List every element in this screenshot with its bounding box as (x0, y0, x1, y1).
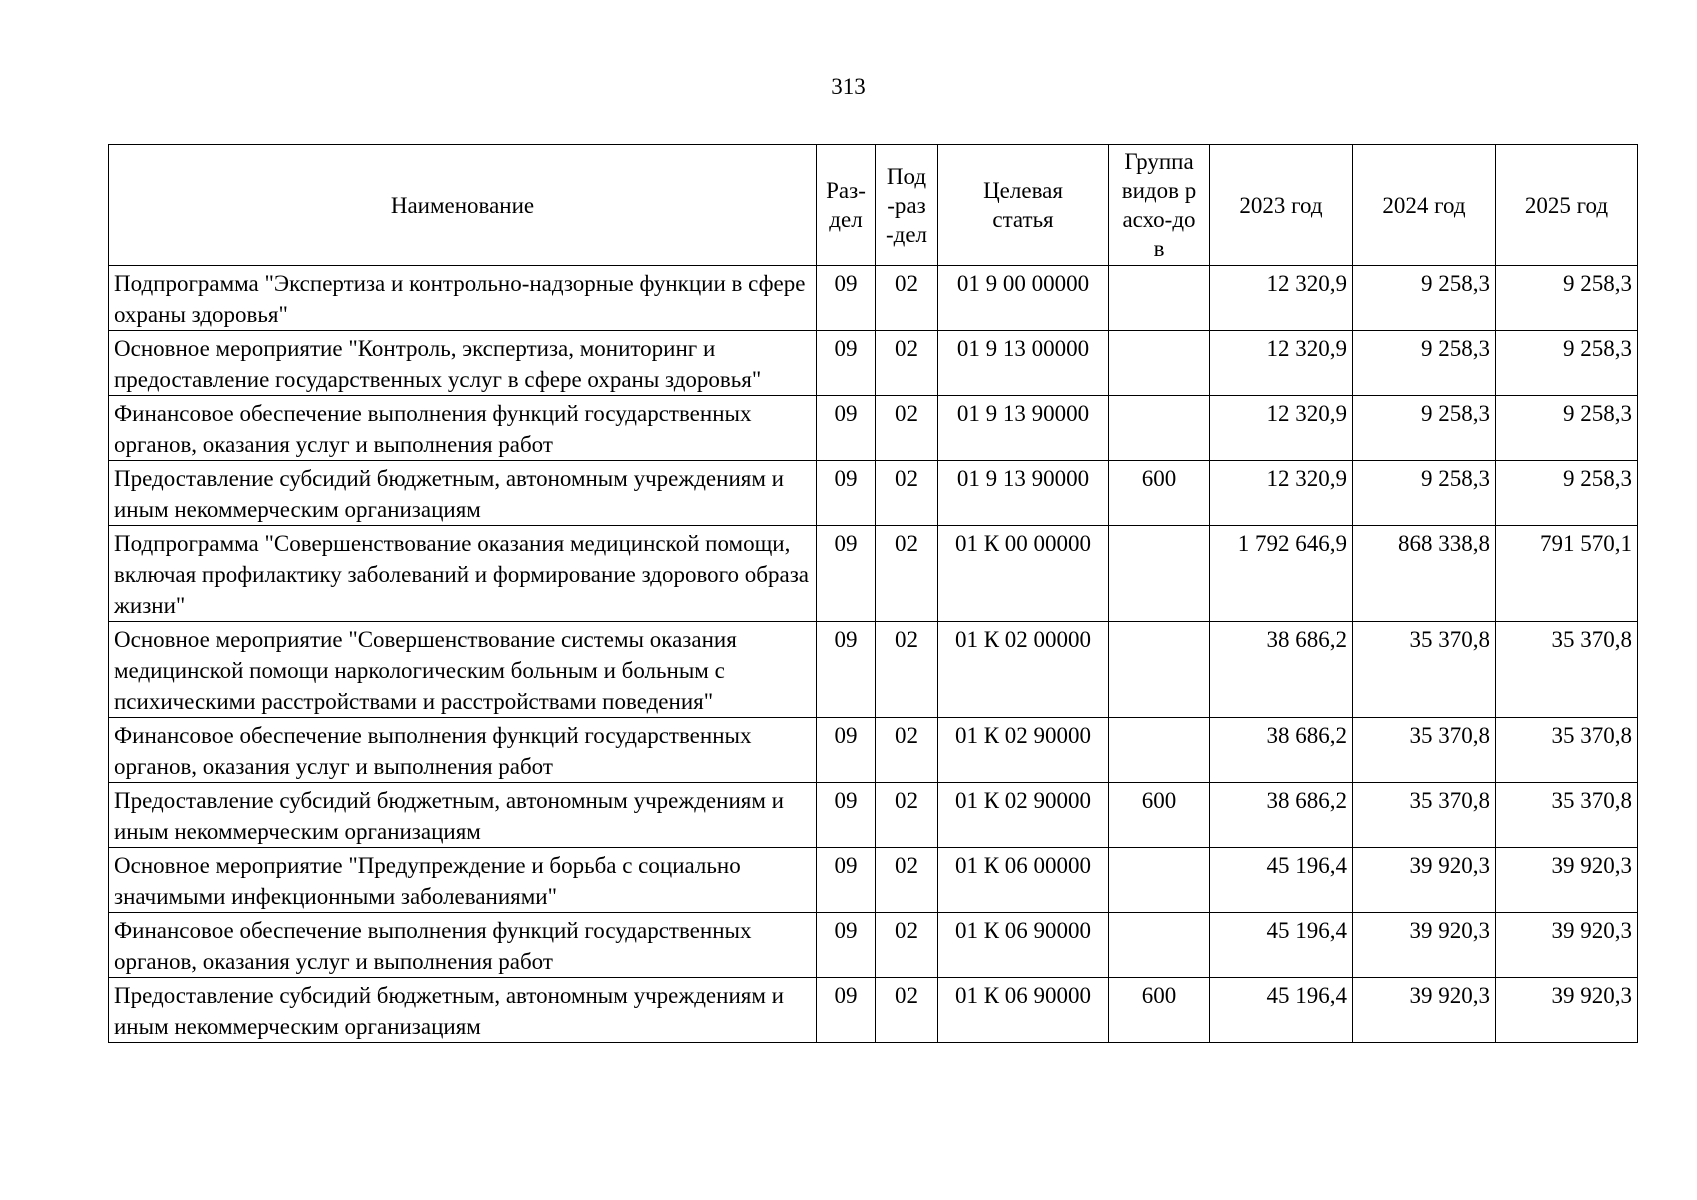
table-row (109, 913, 1638, 978)
row-2024: 35 370,8 (1353, 783, 1496, 848)
row-2024: 39 920,3 (1353, 848, 1496, 913)
row-2023: 1 792 646,9 (1210, 526, 1353, 622)
row-2023: 38 686,2 (1210, 622, 1353, 718)
row-name: Подпрограмма "Совершенствование оказания медицинской помощи, включая профилактику заболеваний и формирование здорового образа жизни" (109, 526, 817, 622)
row-2023: 45 196,4 (1210, 978, 1353, 1043)
row-2023: 12 320,9 (1210, 461, 1353, 526)
row-podrazdel: 02 (876, 783, 938, 848)
table-row (109, 978, 1638, 1043)
header-gruppa-text: Группа видов расхо-дов (1121, 149, 1197, 261)
row-razdel: 09 (817, 848, 876, 913)
row-podrazdel: 02 (876, 331, 938, 396)
row-razdel: 09 (817, 978, 876, 1043)
row-2023: 38 686,2 (1210, 718, 1353, 783)
table-row (109, 526, 1638, 622)
row-podrazdel: 02 (876, 848, 938, 913)
table-row (109, 396, 1638, 461)
row-2025: 9 258,3 (1496, 266, 1638, 331)
budget-table (108, 144, 1638, 1043)
table-row (109, 331, 1638, 396)
row-podrazdel: 02 (876, 978, 938, 1043)
row-2024: 868 338,8 (1353, 526, 1496, 622)
row-tselevaya: 01 К 06 90000 (938, 978, 1109, 1043)
row-name: Основное мероприятие "Предупреждение и борьба с социально значимыми инфекционными заболеваниями" (109, 848, 817, 913)
row-2025: 9 258,3 (1496, 461, 1638, 526)
row-razdel: 09 (817, 622, 876, 718)
header-razdel-text: Раз-дел (826, 178, 866, 232)
row-2025: 35 370,8 (1496, 622, 1638, 718)
row-name: Предоставление субсидий бюджетным, автономным учреждениям и иным некоммерческим организациям (109, 978, 817, 1043)
row-2023: 38 686,2 (1210, 783, 1353, 848)
row-podrazdel: 02 (876, 461, 938, 526)
row-2025: 9 258,3 (1496, 331, 1638, 396)
row-razdel: 09 (817, 718, 876, 783)
row-2023: 12 320,9 (1210, 331, 1353, 396)
row-name: Финансовое обеспечение выполнения функций государственных органов, оказания услуг и выполнения работ (109, 913, 817, 978)
row-2023: 45 196,4 (1210, 913, 1353, 978)
row-gruppa: 600 (1109, 978, 1210, 1043)
row-podrazdel: 02 (876, 622, 938, 718)
header-2024: 2024 год (1353, 145, 1496, 266)
row-2024: 9 258,3 (1353, 331, 1496, 396)
row-2024: 39 920,3 (1353, 913, 1496, 978)
header-name: Наименование (109, 145, 817, 266)
header-razdel (817, 145, 876, 266)
table-row (109, 266, 1638, 331)
row-name: Финансовое обеспечение выполнения функций государственных органов, оказания услуг и выполнения работ (109, 396, 817, 461)
row-name: Основное мероприятие "Совершенствование системы оказания медицинской помощи наркологическим больным и больным с психическими расстройствами и расстройствами поведения" (109, 622, 817, 718)
row-podrazdel: 02 (876, 526, 938, 622)
row-podrazdel: 02 (876, 718, 938, 783)
row-gruppa (1109, 848, 1210, 913)
row-2023: 12 320,9 (1210, 266, 1353, 331)
row-tselevaya: 01 9 13 90000 (938, 461, 1109, 526)
table-header (109, 145, 1638, 266)
row-razdel: 09 (817, 526, 876, 622)
row-2024: 35 370,8 (1353, 622, 1496, 718)
row-gruppa: 600 (1109, 461, 1210, 526)
row-gruppa (1109, 718, 1210, 783)
row-gruppa: 600 (1109, 783, 1210, 848)
row-razdel: 09 (817, 783, 876, 848)
row-2024: 9 258,3 (1353, 266, 1496, 331)
header-podrazdel-text: Под-раз-дел (885, 163, 928, 247)
row-2024: 39 920,3 (1353, 978, 1496, 1043)
row-tselevaya: 01 К 06 00000 (938, 848, 1109, 913)
row-name: Основное мероприятие "Контроль, экспертиза, мониторинг и предоставление государственных услуг в сфере охраны здоровья" (109, 331, 817, 396)
table-row (109, 622, 1638, 718)
table-row (109, 718, 1638, 783)
table-row (109, 848, 1638, 913)
row-podrazdel: 02 (876, 396, 938, 461)
header-podrazdel (876, 145, 938, 266)
header-tselevaya (938, 145, 1109, 266)
header-gruppa (1109, 145, 1210, 266)
row-podrazdel: 02 (876, 266, 938, 331)
row-gruppa (1109, 526, 1210, 622)
row-2024: 9 258,3 (1353, 396, 1496, 461)
row-2024: 9 258,3 (1353, 461, 1496, 526)
row-2025: 39 920,3 (1496, 913, 1638, 978)
row-2025: 35 370,8 (1496, 783, 1638, 848)
row-name: Предоставление субсидий бюджетным, автономным учреждениям и иным некоммерческим организациям (109, 783, 817, 848)
row-razdel: 09 (817, 461, 876, 526)
row-2025: 39 920,3 (1496, 848, 1638, 913)
row-gruppa (1109, 266, 1210, 331)
row-tselevaya: 01 К 06 90000 (938, 913, 1109, 978)
row-2023: 45 196,4 (1210, 848, 1353, 913)
header-tselevaya-text: Целевая статья (983, 178, 1063, 232)
row-2023: 12 320,9 (1210, 396, 1353, 461)
row-gruppa (1109, 396, 1210, 461)
row-razdel: 09 (817, 913, 876, 978)
row-tselevaya: 01 К 02 00000 (938, 622, 1109, 718)
table-row (109, 461, 1638, 526)
page-number: 313 (831, 74, 866, 99)
row-razdel: 09 (817, 396, 876, 461)
row-razdel: 09 (817, 331, 876, 396)
header-2025: 2025 год (1496, 145, 1638, 266)
table-row (109, 783, 1638, 848)
row-name: Предоставление субсидий бюджетным, автономным учреждениям и иным некоммерческим организациям (109, 461, 817, 526)
header-2023: 2023 год (1210, 145, 1353, 266)
row-2025: 9 258,3 (1496, 396, 1638, 461)
row-name: Подпрограмма "Экспертиза и контрольно-надзорные функции в сфере охраны здоровья" (109, 266, 817, 331)
row-tselevaya: 01 К 02 90000 (938, 718, 1109, 783)
row-tselevaya: 01 9 00 00000 (938, 266, 1109, 331)
row-tselevaya: 01 9 13 00000 (938, 331, 1109, 396)
table-body (109, 266, 1638, 1043)
row-name: Финансовое обеспечение выполнения функций государственных органов, оказания услуг и выполнения работ (109, 718, 817, 783)
row-tselevaya: 01 К 02 90000 (938, 783, 1109, 848)
row-tselevaya: 01 К 00 00000 (938, 526, 1109, 622)
row-gruppa (1109, 622, 1210, 718)
row-tselevaya: 01 9 13 90000 (938, 396, 1109, 461)
row-gruppa (1109, 331, 1210, 396)
row-gruppa (1109, 913, 1210, 978)
row-2024: 35 370,8 (1353, 718, 1496, 783)
row-2025: 791 570,1 (1496, 526, 1638, 622)
row-2025: 35 370,8 (1496, 718, 1638, 783)
row-2025: 39 920,3 (1496, 978, 1638, 1043)
row-podrazdel: 02 (876, 913, 938, 978)
row-razdel: 09 (817, 266, 876, 331)
